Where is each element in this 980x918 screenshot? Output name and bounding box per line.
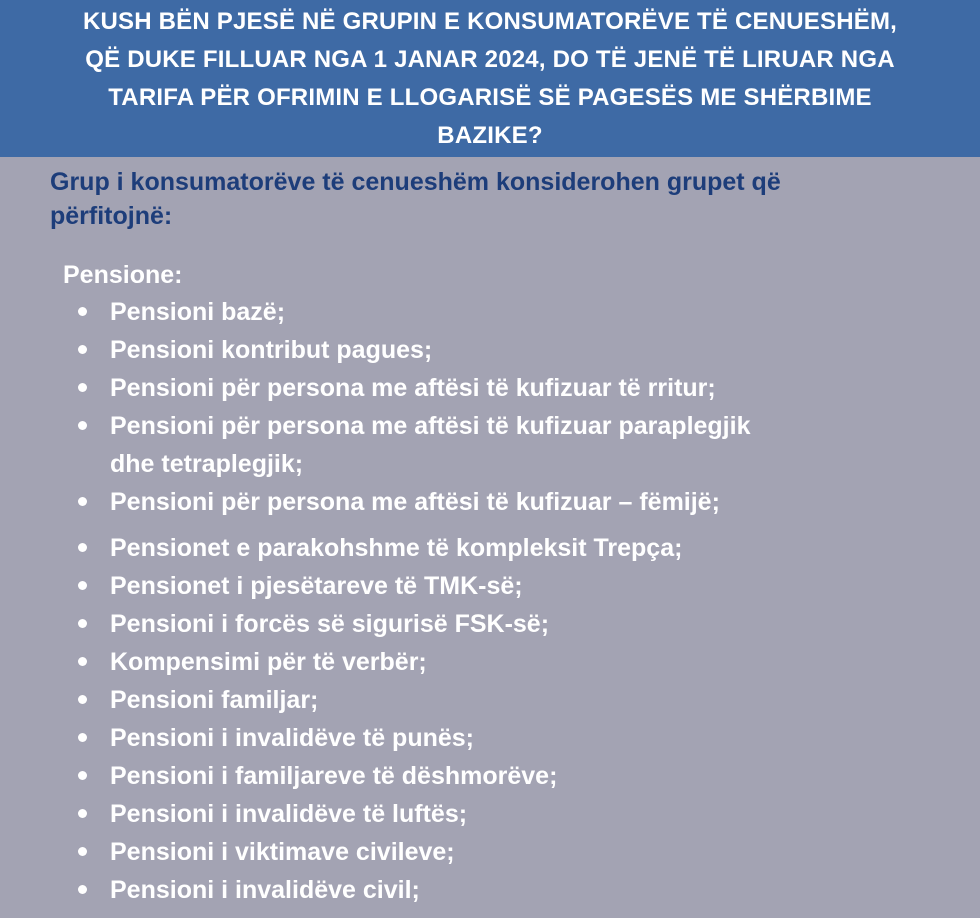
bullet-icon xyxy=(78,733,87,742)
bullet-icon xyxy=(78,421,87,430)
bullet-icon xyxy=(78,345,87,354)
header-title-line: QË DUKE FILLUAR NGA 1 JANAR 2024, DO TË JENË TË LIRUAR NGA xyxy=(85,46,895,73)
list-item-text: Kompensimi për të verbër; xyxy=(110,648,427,676)
bullet-icon xyxy=(78,847,87,856)
header-title-line: KUSH BËN PJESË NË GRUPIN E KONSUMATORËVE TË CENUESHËM, xyxy=(82,8,898,35)
list-item-text: Pensioni i invalidëve të luftës; xyxy=(110,800,468,828)
bullet-icon xyxy=(78,543,87,552)
list-item-text: dhe tetraplegjik; xyxy=(110,450,304,478)
bullet-icon xyxy=(78,695,87,704)
list-item-text: Pensioni familjar; xyxy=(110,686,319,714)
header-title-line: BAZIKE? xyxy=(437,122,543,149)
list-item-text: Pensionet i pjesëtareve të TMK-së; xyxy=(110,572,523,600)
list-item-text: Pensioni kontribut pagues; xyxy=(110,336,433,364)
bullet-icon xyxy=(78,809,87,818)
bullet-icon xyxy=(78,307,87,316)
bullet-icon xyxy=(78,383,87,392)
list-item-text: Pensionet e parakohshme të kompleksit Trepça; xyxy=(110,534,683,562)
bullet-icon xyxy=(78,771,87,780)
list-item-text: Pensioni i invalidëve civil; xyxy=(110,876,420,904)
subtitle-line: përfitojnë: xyxy=(50,202,173,230)
bullet-icon xyxy=(78,885,87,894)
list-item-text: Pensioni i forcës së sigurisë FSK-së; xyxy=(110,610,550,638)
bullet-icon xyxy=(78,581,87,590)
subtitle xyxy=(50,165,930,233)
section-label-pensione: Pensione: xyxy=(63,261,183,289)
list-item-text: Pensioni për persona me aftësi të kufizuar të rritur; xyxy=(110,374,716,402)
list-item-text: Pensioni i invalidëve të punës; xyxy=(110,724,474,752)
header-title-line: TARIFA PËR OFRIMIN E LLOGARISË SË PAGESËS ME SHËRBIME xyxy=(108,84,872,111)
bullet-icon xyxy=(78,497,87,506)
list-item-text: Pensioni i viktimave civileve; xyxy=(110,838,455,866)
list-item-text: Pensioni i familjareve të dëshmorëve; xyxy=(110,762,558,790)
list-item-text: Pensioni për persona me aftësi të kufizuar – fëmijë; xyxy=(110,488,720,516)
bullet-icon xyxy=(78,619,87,628)
list-item-text: Pensioni bazë; xyxy=(110,298,286,326)
bullet-icon xyxy=(78,657,87,666)
subtitle-line: Grup i konsumatorëve të cenueshëm konsiderohen grupet që xyxy=(50,168,781,196)
header-banner xyxy=(0,0,980,157)
list-item-text: Pensioni për persona me aftësi të kufizuar paraplegjik xyxy=(110,412,751,440)
